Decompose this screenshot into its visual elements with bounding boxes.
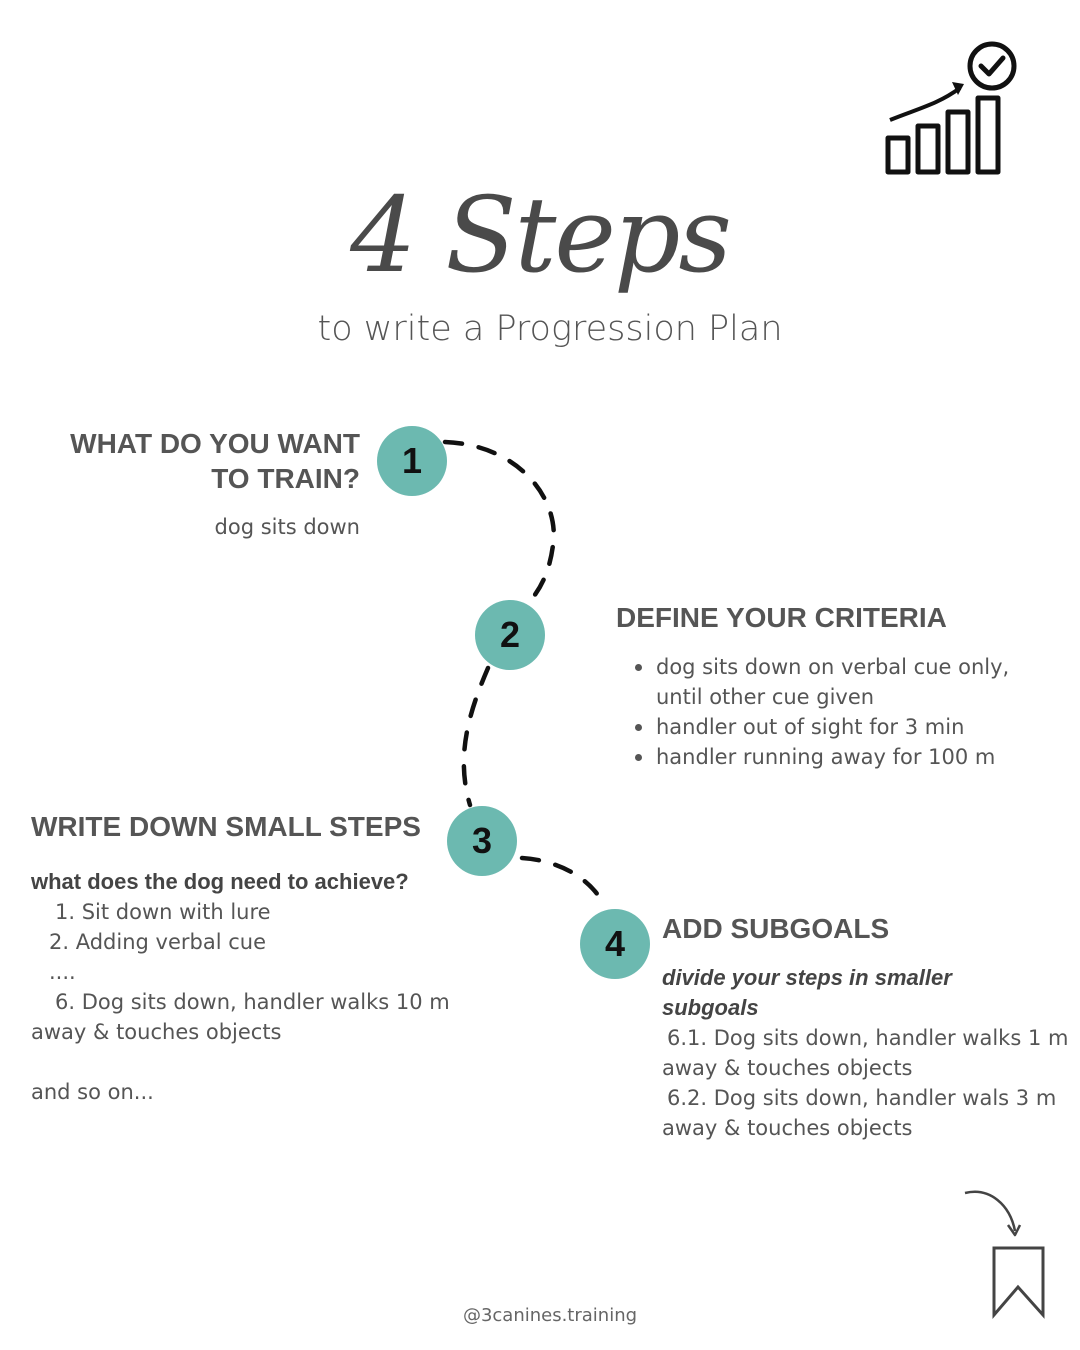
- criteria-item: [616, 652, 1056, 712]
- step-4-subtitle-line: divide your steps in smaller: [662, 965, 952, 990]
- step-1-heading-line2: TO TRAIN?: [211, 463, 360, 494]
- step-3-circle: 3: [447, 806, 517, 876]
- page-title: 4 Steps: [350, 174, 730, 296]
- step-4-heading: ADD SUBGOALS: [662, 913, 890, 944]
- criteria-item: [616, 742, 1056, 772]
- criteria-text: until other cue given: [656, 685, 875, 709]
- step-4-subtitle-line: subgoals: [662, 995, 759, 1020]
- list-item-continuation: away & touches objects: [662, 1116, 913, 1140]
- list-item: ....: [49, 960, 76, 984]
- step-3-question: what does the dog need to achieve?: [31, 869, 409, 894]
- page-subtitle: to write a Progression Plan: [317, 309, 783, 349]
- list-item: 6.1. Dog sits down, handler walks 1 m: [667, 1026, 1069, 1050]
- list-item: 6. Dog sits down, handler walks 10 m: [55, 990, 450, 1014]
- criteria-text: handler out of sight for 3 min: [656, 715, 965, 739]
- step-4-circle: 4: [580, 909, 650, 979]
- step-3-heading: WRITE DOWN SMALL STEPS: [31, 811, 421, 842]
- closing-text: and so on...: [31, 1080, 154, 1104]
- criteria-text: dog sits down on verbal cue only,: [656, 655, 1010, 679]
- criteria-item: [616, 712, 1056, 742]
- step-4-list: [662, 1023, 1069, 1143]
- list-item-continuation: away & touches objects: [662, 1056, 913, 1080]
- criteria-list: [616, 652, 1056, 772]
- step-1-text: dog sits down: [214, 515, 360, 539]
- list-item: 6.2. Dog sits down, handler wals 3 m: [667, 1086, 1057, 1110]
- step-1-circle: 1: [377, 426, 447, 496]
- step-2-circle: 2: [475, 600, 545, 670]
- step-1-heading: [40, 426, 360, 496]
- criteria-text: handler running away for 100 m: [656, 745, 996, 769]
- bookmark-icon: [960, 1185, 1060, 1325]
- list-item: 2. Adding verbal cue: [49, 930, 266, 954]
- list-item: 1. Sit down with lure: [55, 900, 271, 924]
- step-4-subtitle: [662, 963, 952, 1023]
- step-3-list: [31, 897, 461, 1107]
- list-item-continuation: away & touches objects: [31, 1020, 282, 1044]
- step-1-heading-line1: WHAT DO YOU WANT: [70, 428, 360, 459]
- step-2-heading: DEFINE YOUR CRITERIA: [616, 602, 947, 633]
- footer-handle: @3canines.training: [462, 1305, 638, 1326]
